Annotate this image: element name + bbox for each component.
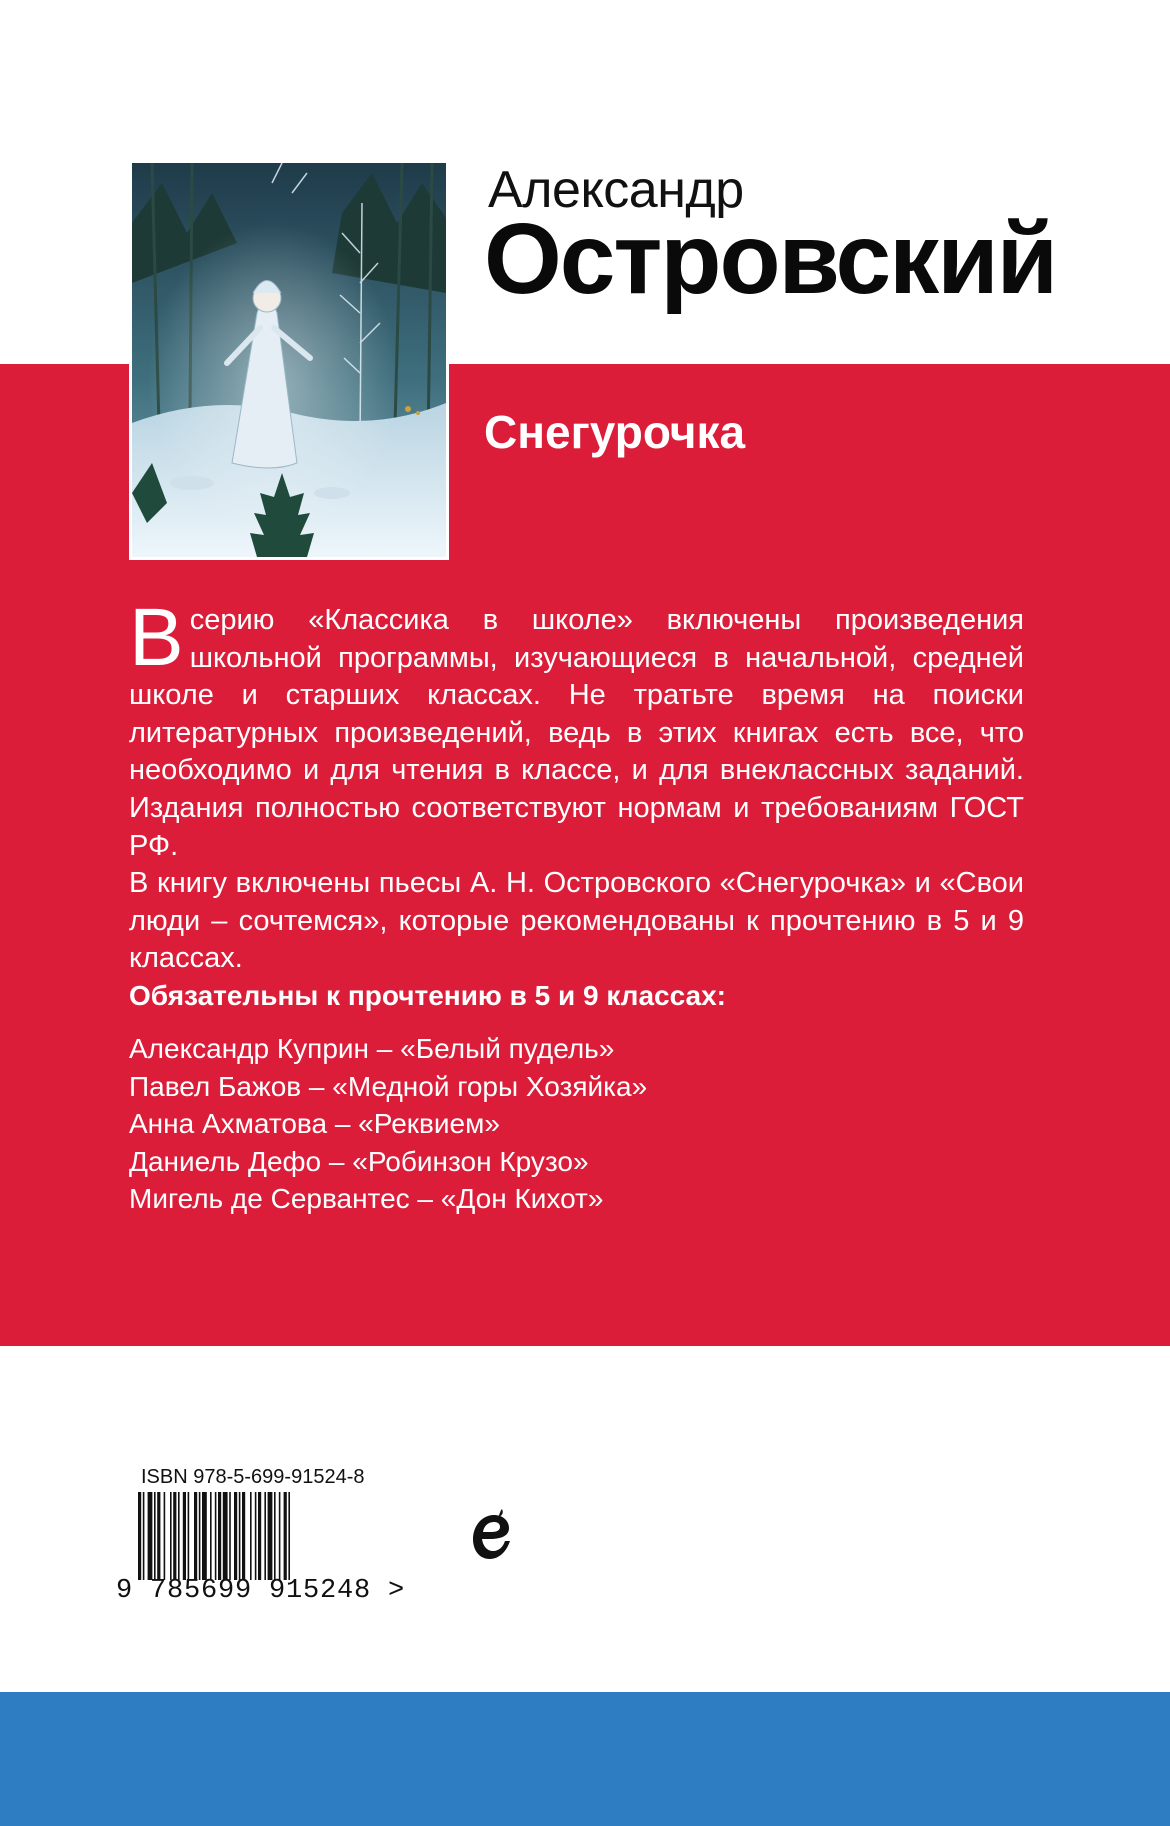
description [129, 592, 1024, 978]
list-item: Павел Бажов – «Медной горы Хозяйка» [129, 1070, 648, 1102]
isbn-label: ISBN 978-5-699-91524-8 [141, 1466, 365, 1488]
drop-cap: В [129, 592, 184, 683]
description-paragraph-2: В книгу включены пьесы А. Н. Островского «Снегурочка» и «Свои люди – сочтемся», которые рекомендованы к прочтению в 5 и 9 классах. [129, 867, 1024, 975]
list-item: Анна Ахматова – «Реквием» [129, 1108, 500, 1139]
eksmo-e-logo-icon [470, 1505, 516, 1563]
cover-painting [129, 160, 449, 560]
description-text-1: серию «Классика в школе» включены произведения школьной программы, изучающиеся в начальной, средней школе и старших классах. Не тратьте время на поиски литературных произведений, ведь в этих книгах есть все, что необходимо и для чтения в классе, и для внеклассных заданий. Издания полностью соответствуют нормам и требованиям ГОСТ РФ. [129, 604, 1024, 862]
list-item: Александр Куприн – «Белый пудель» [129, 1033, 615, 1064]
barcode-icon [138, 1492, 364, 1580]
reading-list-heading: Обязательны к прочтению в 5 и 9 классах: [129, 980, 726, 1011]
barcode-digits: 9 785699 915248 > [116, 1576, 406, 1606]
author-last-name: Островский [484, 203, 1057, 315]
blue-band [0, 1692, 1170, 1826]
author-first-name: Александр [488, 161, 744, 219]
reading-list [129, 1030, 647, 1218]
list-item: Даниель Дефо – «Робинзон Крузо» [129, 1145, 589, 1177]
snow-maiden-painting-icon [132, 163, 446, 557]
list-item: Мигель де Сервантес – «Дон Кихот» [129, 1183, 604, 1214]
book-title: Снегурочка [484, 406, 746, 458]
description-paragraph-1 [129, 592, 1024, 865]
